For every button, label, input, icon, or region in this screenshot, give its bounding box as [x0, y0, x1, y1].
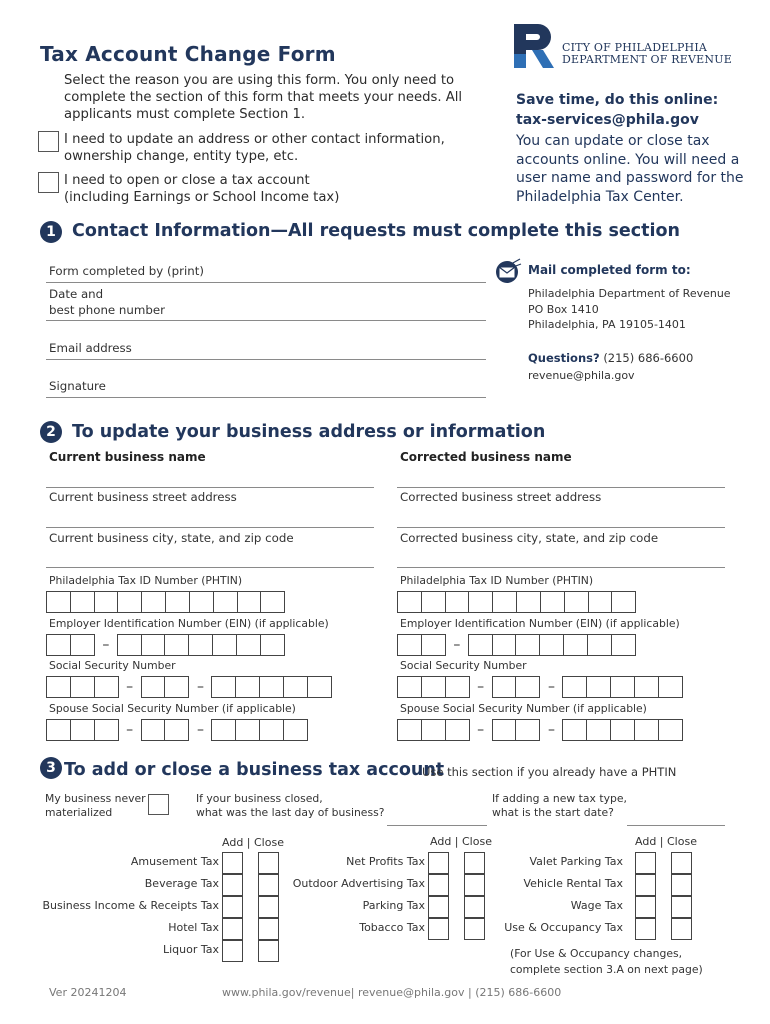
date-phone-label-line2: best phone number — [49, 303, 165, 317]
never-materialized-line2: materialized — [45, 806, 113, 819]
corrected-city-field[interactable] — [397, 567, 725, 568]
online-body-text: You can update or close tax accounts online. You will need a user name and password for the Philadelphia Tax Center. — [516, 133, 744, 205]
current-ein-label: Employer Identification Number (EIN) (if applicable) — [49, 617, 329, 630]
add-close-header-col3: Add | Close — [635, 835, 697, 848]
current-phtin-label: Philadelphia Tax ID Number (PHTIN) — [49, 574, 243, 587]
questions-line — [528, 351, 693, 365]
tax-label: Valet Parking Tax — [529, 855, 623, 868]
add-checkbox[interactable] — [222, 940, 243, 962]
form-completed-by-field[interactable] — [46, 282, 486, 283]
section-2-title: To update your business address or information — [72, 422, 546, 442]
tax-label: Hotel Tax — [168, 921, 219, 934]
update-address-checkbox[interactable] — [38, 131, 59, 152]
ssn-dash-2-right: – — [547, 679, 555, 695]
corrected-phtin-field[interactable] — [397, 591, 636, 613]
logo-line-2: DEPARTMENT OF REVENUE — [562, 53, 732, 66]
ssn-dash-1: – — [126, 679, 134, 695]
section-2-number: 2 — [40, 421, 62, 443]
corrected-name-label: Corrected business name — [400, 450, 572, 464]
form-completed-by-label: Form completed by (print) — [49, 264, 204, 278]
email-field[interactable] — [46, 359, 486, 360]
corrected-city-label: Corrected business city, state, and zip code — [400, 531, 659, 545]
close-checkbox[interactable] — [464, 896, 485, 918]
date-phone-label — [49, 286, 165, 318]
version-text: Ver 20241204 — [49, 986, 127, 999]
tax-label: Use & Occupancy Tax — [504, 921, 623, 934]
close-checkbox[interactable] — [671, 874, 692, 896]
mail-line-1: Philadelphia Department of Revenue — [528, 287, 731, 300]
mail-line-2: PO Box 1410 — [528, 302, 599, 316]
city-logo-icon — [514, 24, 554, 68]
current-spouse-ssn-field[interactable] — [46, 719, 308, 741]
current-name-label: Current business name — [49, 450, 206, 464]
questions-phone: (215) 686-6600 — [603, 351, 694, 365]
never-materialized-label — [45, 792, 146, 820]
intro-text: Select the reason you are using this form. You only need to complete the section of this form that meets your needs. All applicants must complete Section 1. — [64, 73, 463, 122]
current-name-field[interactable] — [46, 487, 374, 488]
ssn-dash-1-right: – — [477, 679, 485, 695]
add-checkbox[interactable] — [428, 852, 449, 874]
tax-label: Liquor Tax — [162, 943, 219, 956]
corrected-ssn-field[interactable] — [397, 676, 683, 698]
section-3-title: To add or close a business tax account — [64, 760, 445, 780]
add-checkbox[interactable] — [222, 874, 243, 896]
never-materialized-line1: My business never — [45, 792, 146, 805]
add-checkbox[interactable] — [428, 896, 449, 918]
mail-heading: Mail completed form to: — [528, 263, 691, 277]
close-checkbox[interactable] — [464, 918, 485, 940]
corrected-spouse-ssn-field[interactable] — [397, 719, 683, 741]
current-ssn-label: Social Security Number — [49, 659, 176, 672]
spouse-ssn-dash-2: – — [196, 722, 204, 738]
add-checkbox[interactable] — [428, 918, 449, 940]
close-checkbox[interactable] — [258, 896, 279, 918]
corrected-phtin-label: Philadelphia Tax ID Number (PHTIN) — [400, 574, 594, 587]
logo-text — [562, 42, 732, 66]
update-address-label: I need to update an address or other contact information, ownership change, entity type, etc. — [64, 132, 445, 164]
section-3-number: 3 — [40, 757, 62, 779]
close-checkbox[interactable] — [671, 918, 692, 940]
note-line1: (For Use & Occupancy changes, — [510, 947, 683, 960]
start-date-label — [492, 792, 627, 820]
mail-envelope-icon — [494, 258, 522, 284]
online-heading: Save time, do this online: — [516, 92, 719, 108]
add-checkbox[interactable] — [635, 874, 656, 896]
closed-date-line2: what was the last day of business? — [196, 806, 385, 819]
date-phone-field[interactable] — [46, 320, 486, 321]
add-checkbox[interactable] — [222, 896, 243, 918]
current-street-label: Current business street address — [49, 490, 237, 504]
close-checkbox[interactable] — [464, 852, 485, 874]
tax-label: Tobacco Tax — [359, 921, 425, 934]
close-checkbox[interactable] — [258, 852, 279, 874]
questions-email[interactable]: revenue@phila.gov — [528, 369, 635, 382]
add-checkbox[interactable] — [635, 852, 656, 874]
close-checkbox[interactable] — [671, 896, 692, 918]
ein-dash-right: – — [453, 637, 461, 653]
current-spouse-ssn-label: Spouse Social Security Number (if applicable) — [49, 702, 296, 715]
ssn-dash-2: – — [196, 679, 204, 695]
never-materialized-checkbox[interactable] — [148, 794, 169, 815]
spouse-ssn-dash-2-right: – — [547, 722, 555, 738]
corrected-ssn-label: Social Security Number — [400, 659, 527, 672]
section-1-title: Contact Information—All requests must complete this section — [72, 221, 680, 241]
current-street-field[interactable] — [46, 527, 374, 528]
logo-line-1: CITY OF PHILADELPHIA — [562, 41, 708, 54]
footer-contact: www.phila.gov/revenue| revenue@phila.gov | (215) 686-6600 — [222, 986, 562, 999]
tax-label: Vehicle Rental Tax — [523, 877, 623, 890]
tax-label: Net Profits Tax — [346, 855, 425, 868]
closed-date-field[interactable] — [387, 825, 487, 826]
corrected-street-field[interactable] — [397, 527, 725, 528]
close-checkbox[interactable] — [671, 852, 692, 874]
add-close-header-col2: Add | Close — [430, 835, 492, 848]
corrected-street-label: Corrected business street address — [400, 490, 602, 504]
online-email-link[interactable]: tax-services@phila.gov — [516, 112, 699, 128]
start-date-line1: If adding a new tax type, — [492, 792, 627, 805]
spouse-ssn-dash-1-right: – — [477, 722, 485, 738]
mail-line-3: Philadelphia, PA 19105-1401 — [528, 318, 686, 331]
tax-label: Amusement Tax — [130, 855, 219, 868]
open-close-account-label: I need to open or close a tax account (including Earnings or School Income tax) — [64, 173, 340, 205]
current-city-label: Current business city, state, and zip code — [49, 531, 294, 545]
current-ssn-field[interactable] — [46, 676, 332, 698]
ein-dash: – — [102, 637, 110, 653]
add-checkbox[interactable] — [635, 896, 656, 918]
current-phtin-field[interactable] — [46, 591, 285, 613]
close-checkbox[interactable] — [258, 874, 279, 896]
start-date-line2: what is the start date? — [492, 806, 614, 819]
tax-label: Parking Tax — [362, 899, 425, 912]
spouse-ssn-dash-1: – — [126, 722, 134, 738]
corrected-ein-label: Employer Identification Number (EIN) (if applicable) — [400, 617, 680, 630]
date-phone-label-line1: Date and — [49, 287, 104, 301]
closed-date-label — [196, 792, 384, 820]
add-checkbox[interactable] — [635, 918, 656, 940]
mail-address — [528, 286, 731, 333]
tax-label: Beverage Tax — [144, 877, 219, 890]
add-checkbox[interactable] — [222, 852, 243, 874]
corrected-spouse-ssn-label: Spouse Social Security Number (if applicable) — [400, 702, 647, 715]
email-label: Email address — [49, 341, 132, 355]
signature-field[interactable] — [46, 397, 486, 398]
start-date-field[interactable] — [627, 825, 725, 826]
current-city-field[interactable] — [46, 567, 374, 568]
closed-date-line1: If your business closed, — [196, 792, 323, 805]
add-checkbox[interactable] — [222, 918, 243, 940]
tax-label: Wage Tax — [570, 899, 623, 912]
close-checkbox[interactable] — [258, 940, 279, 962]
section-3-subtitle: Use this section if you already have a PHTIN — [422, 765, 677, 779]
open-close-account-checkbox[interactable] — [38, 172, 59, 193]
close-checkbox[interactable] — [258, 918, 279, 940]
signature-label: Signature — [49, 379, 106, 393]
tax-label: Business Income & Receipts Tax — [42, 899, 219, 912]
current-ein-field[interactable] — [46, 634, 285, 656]
use-occupancy-note — [510, 946, 703, 978]
section-1-number: 1 — [40, 221, 62, 243]
tax-label: Outdoor Advertising Tax — [292, 877, 425, 890]
questions-label: Questions? — [528, 351, 600, 365]
add-checkbox[interactable] — [428, 874, 449, 896]
note-line2: complete section 3.A on next page) — [510, 963, 703, 976]
corrected-name-field[interactable] — [397, 487, 725, 488]
add-close-header-col1: Add | Close — [222, 836, 284, 849]
corrected-ein-field[interactable] — [397, 634, 636, 656]
page-title: Tax Account Change Form — [40, 42, 336, 66]
close-checkbox[interactable] — [464, 874, 485, 896]
